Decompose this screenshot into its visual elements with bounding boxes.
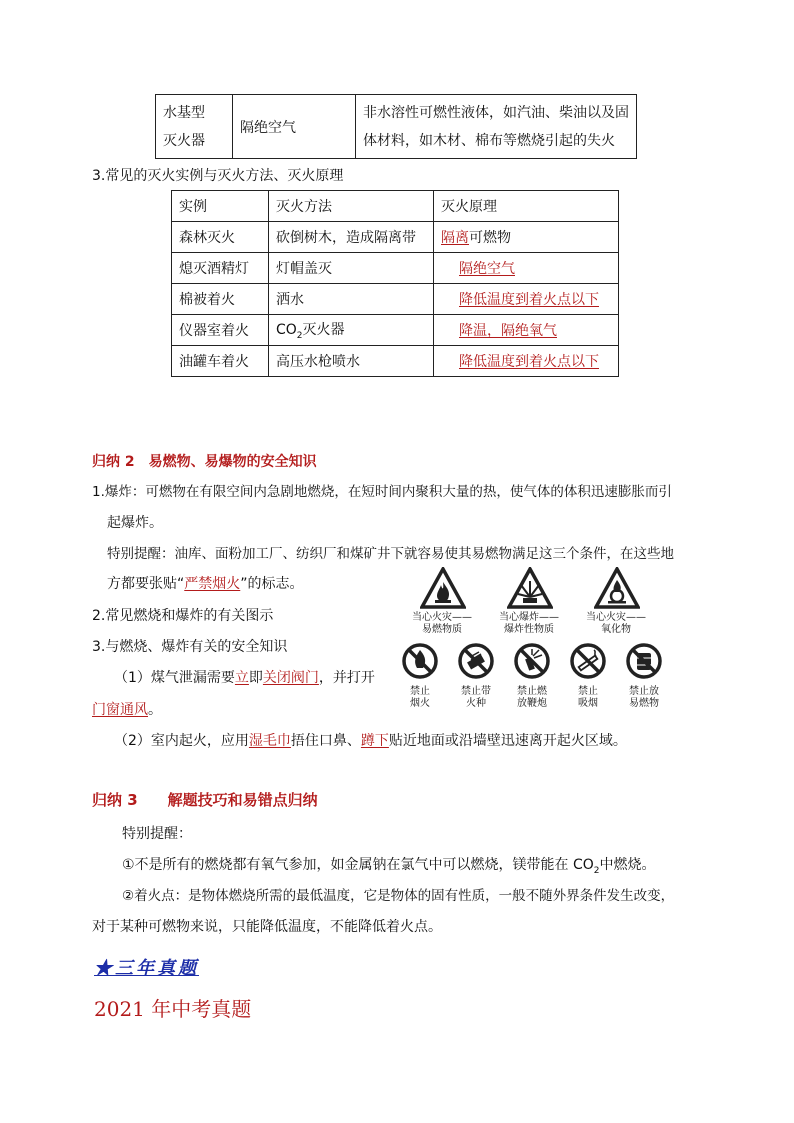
gas-end: 。 <box>148 702 162 718</box>
item-3: 3.与燃烧、爆炸有关的安全知识 <box>92 639 288 655</box>
caption-line1: 禁止燃 <box>517 686 547 697</box>
caption-line1: 当心爆炸—— <box>499 612 559 623</box>
safety-signs-figure <box>396 565 676 715</box>
header-method: 灭火方法 <box>269 191 434 222</box>
gas-pre: （1）煤气泄漏需要 <box>114 670 235 686</box>
example-cell: 仪器室着火 <box>172 315 269 346</box>
table-row <box>172 284 619 315</box>
caption-line2: 易燃物 <box>629 698 659 709</box>
answer-blank: 隔绝空气 <box>459 261 515 277</box>
note-2: ②着火点：是物体燃烧所需的最低温度，它是物体的固有性质，一般不随外界条件发生改变， <box>122 888 675 904</box>
example-cell: 棉被着火 <box>172 284 269 315</box>
caption-line2: 爆炸性物质 <box>504 624 554 635</box>
example-cell: 森林灭火 <box>172 222 269 253</box>
section-heading-3: 归纳 3 解题技巧和易错点归纳 <box>92 791 318 809</box>
gas-mid: 即 <box>248 670 263 686</box>
table-row <box>172 315 619 346</box>
principle-rest: 可燃物 <box>469 230 511 246</box>
caption-line1: 禁止 <box>410 686 430 697</box>
tip-label: 特别提醒： <box>122 826 192 842</box>
ban-caption <box>395 686 445 710</box>
principle-cell <box>434 253 619 284</box>
note-pre: 方都要张贴“ <box>107 576 185 592</box>
explosion-def: 1.爆炸：可燃物在有限空间内急剧地燃烧，在短时间内聚积大量的热，使气体的体积迅速膨胀而引 <box>92 484 672 500</box>
answer-blank: 降温，隔绝氧气 <box>459 323 557 339</box>
fire-mid: 捂住口鼻、 <box>290 733 361 749</box>
method-cell: 高压水枪喷水 <box>269 346 434 377</box>
header-example: 实例 <box>172 191 269 222</box>
caption-line1: 禁止 <box>578 686 598 697</box>
example-cell: 熄灭酒精灯 <box>172 253 269 284</box>
caption-line2: 氧化物 <box>601 624 631 635</box>
method-cell <box>269 315 434 346</box>
example-cell: 油罐车着火 <box>172 346 269 377</box>
caption-line2: 烟火 <box>410 698 430 709</box>
method-rest: 灭火器 <box>302 322 345 339</box>
method-cell: 洒水 <box>269 284 434 315</box>
caption-line1: 当心火灾—— <box>412 612 472 623</box>
method-cell: 砍倒树木，造成隔离带 <box>269 222 434 253</box>
table-row <box>172 346 619 377</box>
oxidizer-warning-icon <box>594 567 640 609</box>
section-heading-2: 归纳 2 易燃物、易爆物的安全知识 <box>92 454 317 470</box>
gas-leak <box>114 668 375 688</box>
principle-cell <box>434 346 619 377</box>
flammable-warning-icon <box>420 567 466 609</box>
type-cell <box>156 95 233 159</box>
principle-cell <box>434 315 619 346</box>
scope-cell <box>356 95 637 159</box>
ban-caption <box>507 686 557 710</box>
answer-blank: 关闭阀门 <box>262 670 319 686</box>
note-1 <box>122 855 656 881</box>
explosive-warning-icon <box>507 567 553 609</box>
table-row <box>172 253 619 284</box>
note1-pre: ①不是所有的燃烧都有氧气参加，如金属钠在氯气中可以燃烧，镁带能在 CO <box>122 857 594 873</box>
item-2: 2.常见燃烧和爆炸的有关图示 <box>92 608 274 624</box>
no-flammables-icon <box>625 642 663 680</box>
gas-post: ，并打开 <box>318 670 375 686</box>
answer-blank: 蹲下 <box>360 733 389 749</box>
section-3-title: 3.常见的灭火实例与灭火方法、灭火原理 <box>92 168 344 184</box>
method-cell: 灯帽盖灭 <box>269 253 434 284</box>
warning-caption <box>494 612 564 636</box>
answer-blank: 降低温度到着火点以下 <box>459 292 599 308</box>
co2-subscript: 2 <box>593 865 600 876</box>
answer-blank: 降低温度到着火点以下 <box>459 354 599 370</box>
principle-cell <box>434 284 619 315</box>
principle-cell <box>434 222 619 253</box>
caption-line2: 易燃物质 <box>422 624 462 635</box>
warning-caption <box>407 612 477 636</box>
gas-leak-2 <box>92 700 162 720</box>
answer-blank: 严禁烟火 <box>184 576 241 592</box>
table-row <box>172 222 619 253</box>
no-fire-icon <box>401 642 439 680</box>
type-line2: 灭火器 <box>163 132 205 149</box>
exam-year-title: 2021 年中考真题 <box>94 997 252 1021</box>
scope-line2: 体材料，如木材、棉布等燃烧引起的失火 <box>363 132 615 149</box>
caption-line1: 当心火灾—— <box>586 612 646 623</box>
answer-blank: 隔离 <box>441 230 469 246</box>
fire-pre: （2）室内起火，应用 <box>114 733 249 749</box>
answer-blank: 湿毛巾 <box>248 733 291 749</box>
header-principle: 灭火原理 <box>434 191 619 222</box>
indoor-fire <box>114 731 627 751</box>
explosion-def-2: 起爆炸。 <box>107 515 163 531</box>
warning-caption <box>581 612 651 636</box>
note-post: ”的标志。 <box>240 576 304 592</box>
caption-line1: 禁止带 <box>461 686 491 697</box>
scope-line1: 非水溶性可燃性液体，如汽油、柴油以及固 <box>363 104 629 121</box>
ban-caption <box>619 686 669 710</box>
type-line1: 水基型 <box>163 104 205 121</box>
caption-line2: 火种 <box>466 698 486 709</box>
three-year-exams-title: ★三年真题 <box>94 958 199 979</box>
extinguisher-table <box>155 94 637 159</box>
examples-table <box>171 190 619 377</box>
note-2-cont: 对于某种可燃物来说，只能降低温度，不能降低着火点。 <box>92 919 442 935</box>
fire-post: 贴近地面或沿墙壁迅速离开起火区域。 <box>388 733 627 749</box>
no-smoking-icon <box>569 642 607 680</box>
ban-caption <box>563 686 613 710</box>
no-matches-icon <box>457 642 495 680</box>
answer-blank: 门窗通风 <box>92 702 148 718</box>
caption-line1: 禁止放 <box>629 686 659 697</box>
caption-line2: 放鞭炮 <box>517 698 547 709</box>
co2-subscript: 2 <box>296 330 303 341</box>
special-note-2 <box>107 574 304 594</box>
note1-post: 中燃烧。 <box>599 857 656 873</box>
caption-line2: 吸烟 <box>578 698 598 709</box>
principle-cell: 隔绝空气 <box>233 95 356 159</box>
no-fireworks-icon <box>513 642 551 680</box>
co2-text: CO <box>276 322 297 339</box>
answer-blank: 立 <box>234 670 249 686</box>
special-note: 特别提醒：油库、面粉加工厂、纺织厂和煤矿井下就容易使其易燃物满足这三个条件，在这些地 <box>107 546 674 562</box>
ban-caption <box>451 686 501 710</box>
